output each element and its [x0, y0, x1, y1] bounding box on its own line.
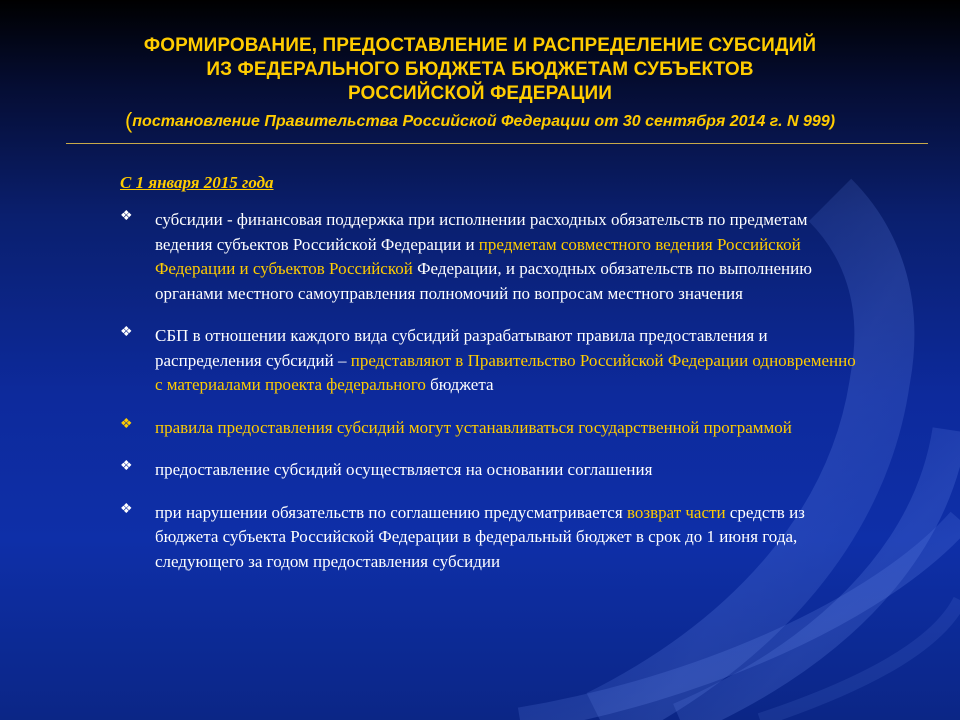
- highlighted-text: предметам совместного ведения Российской Федерации и субъектов Российской: [155, 234, 801, 278]
- text-part: бюджета: [425, 375, 494, 394]
- diamond-bullet-icon: ❖: [120, 459, 133, 474]
- list-item: [120, 458, 860, 483]
- list-item-text: [155, 208, 860, 306]
- slide-content: [120, 172, 860, 592]
- text-part: Федерации, и расходных обязательств по выполнению органами местного самоуправления полномочий по вопросам местного значения: [155, 259, 812, 303]
- list-item: [120, 501, 860, 575]
- text-part: субсидии - финансовая поддержка при исполнении расходных обязательств по предметам ведения субъектов Российской Федерации и: [155, 210, 808, 254]
- diamond-bullet-icon: ❖: [120, 209, 133, 224]
- subtitle-open-paren: (: [124, 108, 133, 133]
- text-part: СБП в отношении каждого вида субсидий разрабатывают правила предоставления и распределения субсидий –: [155, 326, 768, 370]
- list-item: [120, 324, 860, 398]
- list-item-text: [155, 416, 860, 441]
- list-item: [120, 208, 860, 306]
- diamond-bullet-icon: ❖: [120, 501, 133, 517]
- highlighted-text: правила предоставления субсидий могут устанавливаться государственной программой: [155, 417, 792, 437]
- text-part: при нарушении обязательств по соглашению предусматривается: [155, 502, 627, 522]
- highlighted-text: возврат части: [626, 502, 726, 522]
- title-line-1: ФОРМИРОВАНИЕ, ПРЕДОСТАВЛЕНИЕ И РАСПРЕДЕЛЕНИЕ СУБСИДИЙ: [143, 35, 817, 56]
- text-part: средств из бюджета субъекта Российской Федерации в федеральный бюджет в срок до 1 июня года, следующего за годом предоставления субсидии: [155, 502, 805, 571]
- subtitle-text: постановление Правительства Российской Федерации от 30 сентября 2014 г. N 999): [132, 113, 836, 130]
- bullet-list: [120, 208, 860, 574]
- header-divider: [66, 143, 928, 144]
- subtitle: [0, 108, 960, 135]
- list-item-text: [155, 458, 860, 483]
- slide-header: [0, 34, 960, 135]
- title-line-2: ИЗ ФЕДЕРАЛЬНОГО БЮДЖЕТА БЮДЖЕТАМ СУБЪЕКТОВ: [206, 59, 754, 80]
- diamond-bullet-icon: ❖: [120, 325, 133, 340]
- highlighted-text: представляют в Правительство Российской Федерации одновременно с материалами проекта федерального: [155, 350, 856, 394]
- date-heading: С 1 января 2015 года: [120, 173, 274, 192]
- list-item-text: [155, 501, 860, 575]
- list-item-text: [155, 324, 860, 398]
- list-item: [120, 416, 860, 441]
- diamond-bullet-icon: ❖: [120, 416, 133, 432]
- title-line-3: РОССИЙСКОЙ ФЕДЕРАЦИИ: [347, 83, 612, 104]
- text-part: предоставление субсидий осуществляется на основании соглашения: [155, 460, 653, 479]
